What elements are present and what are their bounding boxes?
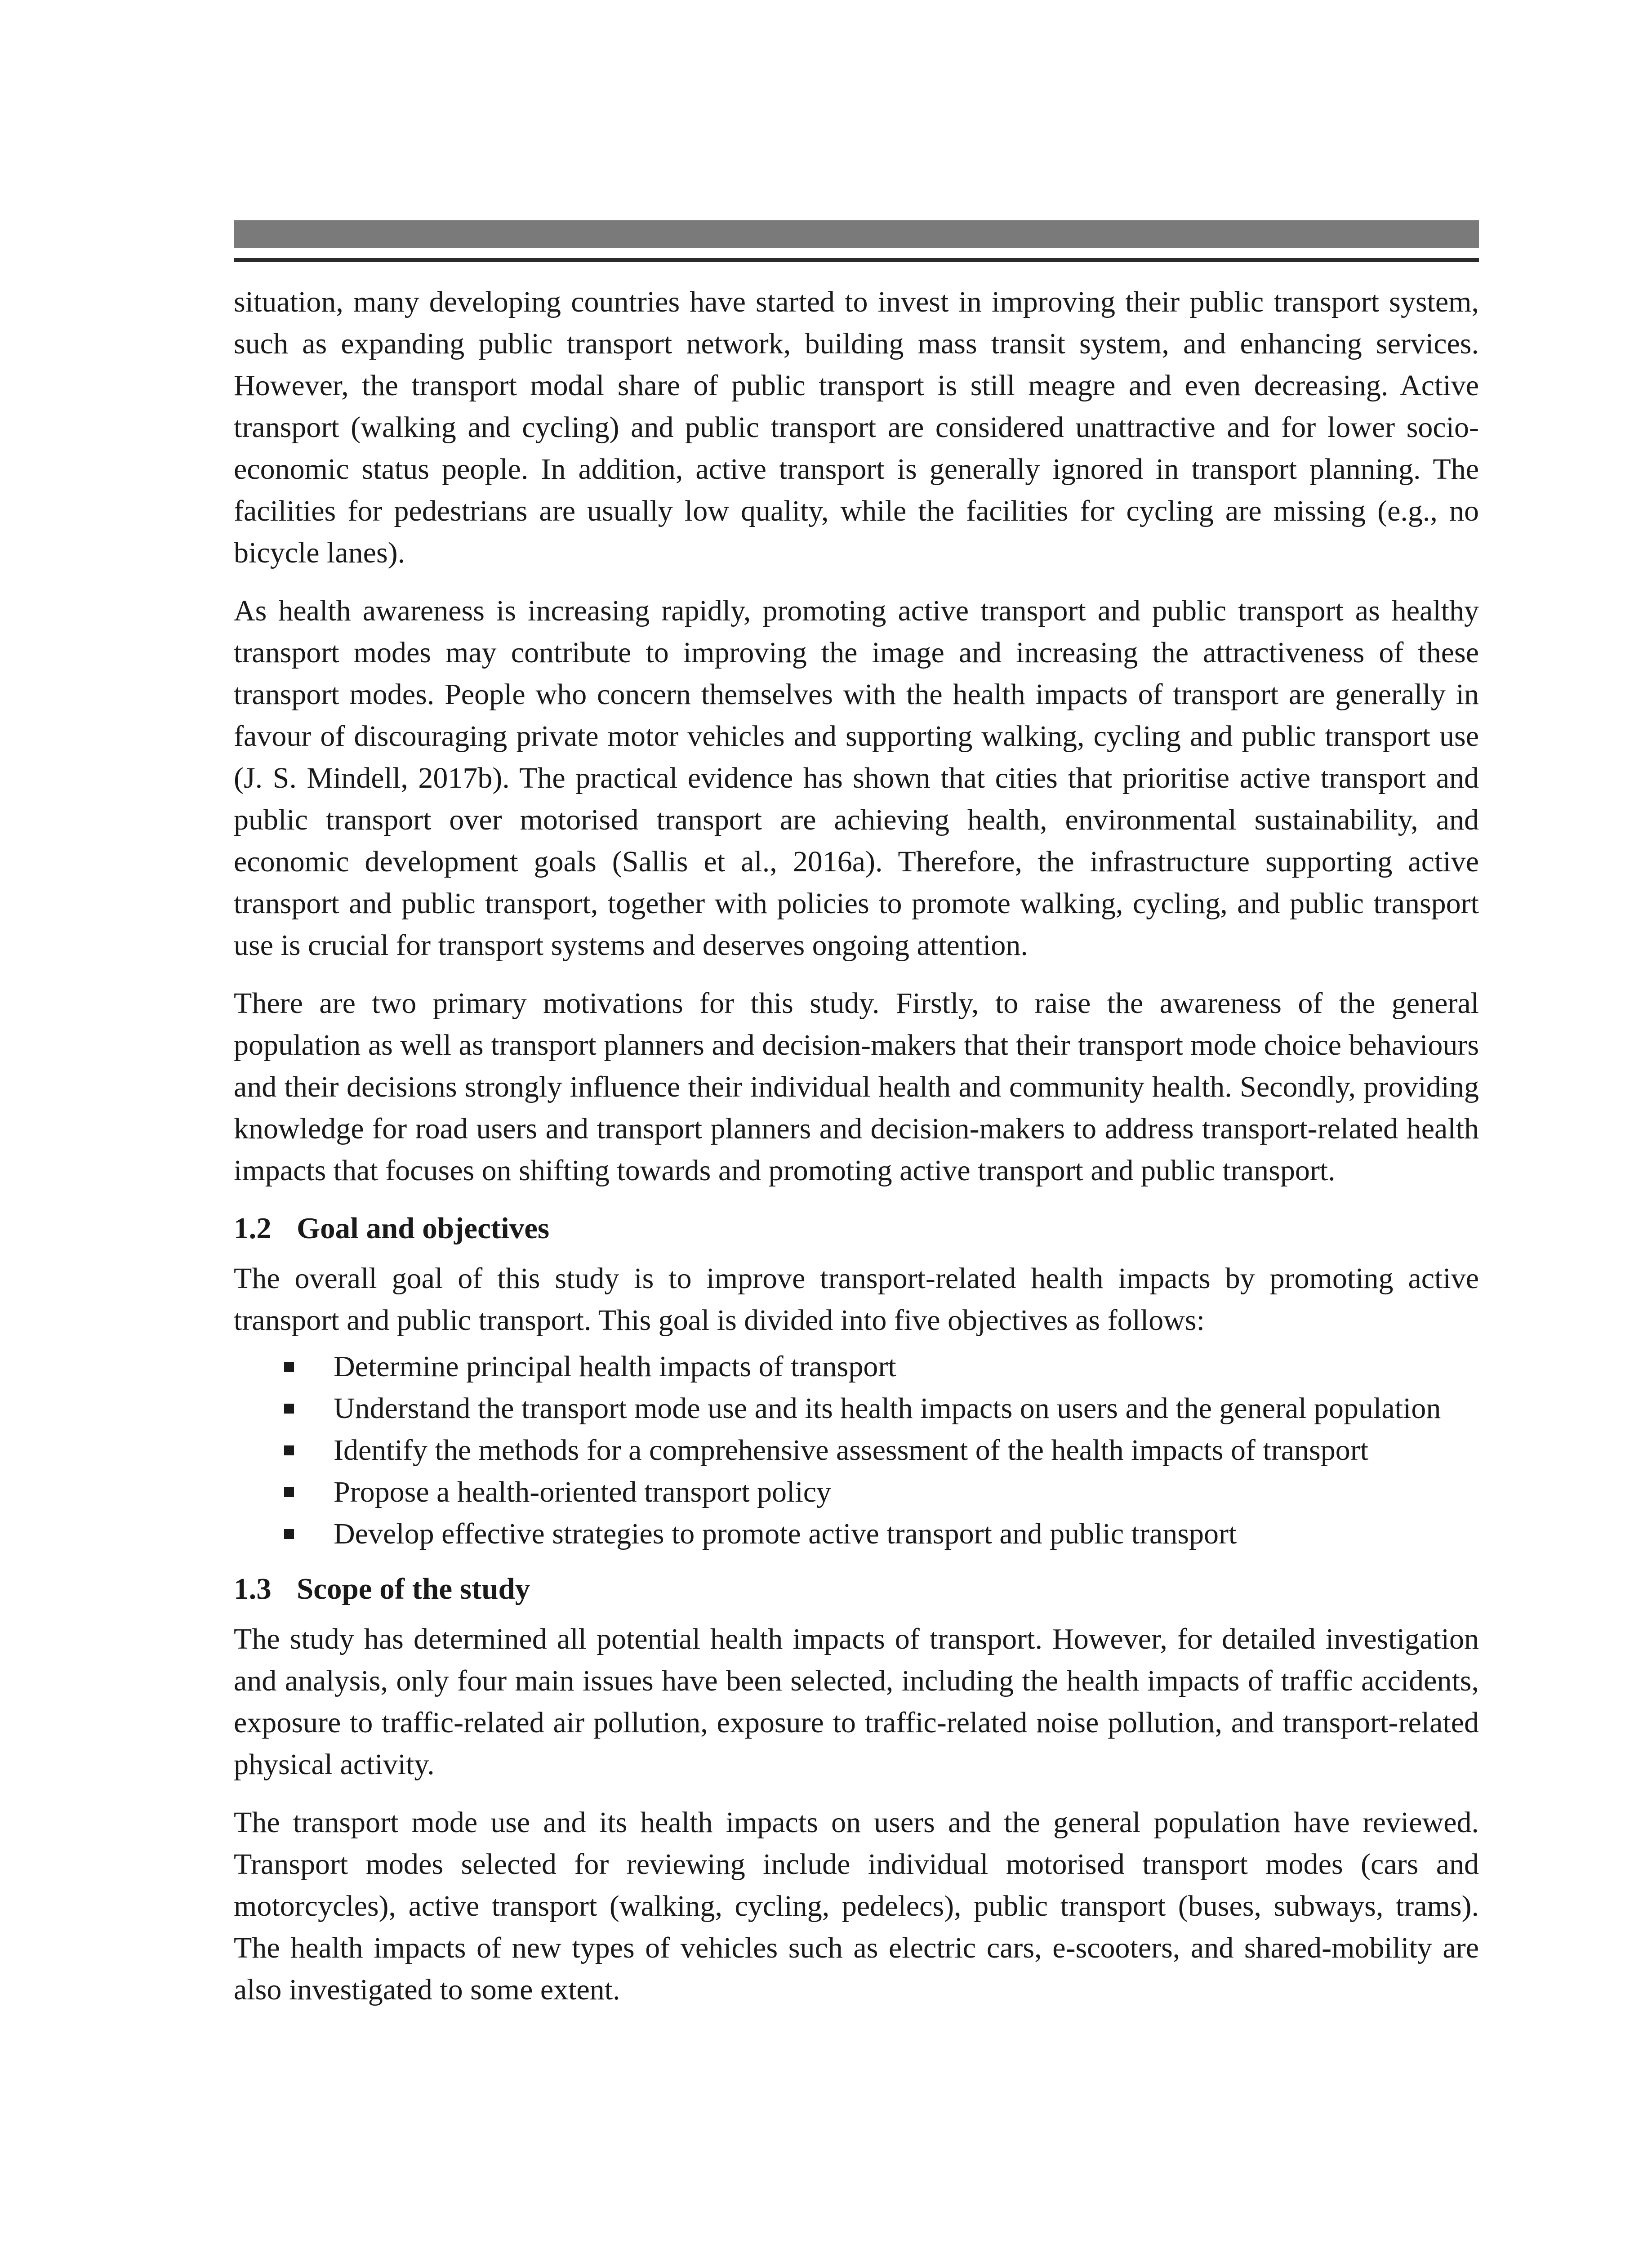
page-content — [234, 281, 1479, 2027]
header-bar — [234, 220, 1479, 248]
paragraph-goal-intro: The overall goal of this study is to improve transport-related health impacts by promoting active transport and public transport. This goal is divided into five objectives as follows: — [234, 1262, 1479, 1337]
square-bullet-icon — [284, 1445, 294, 1455]
list-item — [234, 1387, 1479, 1429]
list-item — [234, 1429, 1479, 1471]
list-item — [234, 1471, 1479, 1513]
section-number: 1.3 — [234, 1572, 272, 1606]
section-title: Scope of the study — [297, 1572, 530, 1606]
objective-text: Identify the methods for a comprehensive assessment of the health impacts of transport — [334, 1434, 1369, 1467]
paragraph-scope-impacts: The study has determined all potential health impacts of transport. However, for detailed investigation and analysis, only four main issues have been selected, including the health impacts of traffic accidents, exposure to traffic-related air pollution, exposure to traffic-related noise pollution, and transport-related physical activity. — [234, 1623, 1479, 1781]
objective-text: Propose a health-oriented transport policy — [334, 1476, 832, 1508]
square-bullet-icon — [284, 1529, 294, 1539]
paragraph-motivations: There are two primary motivations for this study. Firstly, to raise the awareness of the general population as well as transport planners and decision-makers that their transport mode choice behaviours and their decisions strongly influence their individual health and community health. Secondly, providing knowledge for road users and transport planners and decision-makers to address transport-related health impacts that focuses on shifting towards and promoting active transport and public transport. — [234, 987, 1479, 1187]
section-number: 1.2 — [234, 1212, 272, 1245]
list-item — [234, 1346, 1479, 1387]
list-item — [234, 1513, 1479, 1555]
square-bullet-icon — [284, 1362, 294, 1372]
paragraph-situation: situation, many developing countries have started to invest in improving their public transport system, such as expanding public transport network, building mass transit system, and enhancing services. However, the transport modal share of public transport is still meagre and even decreasing. Active transport (walking and cycling) and public transport are considered unattractive and for lower socio-economic status people. In addition, active transport is generally ignored in transport planning. The facilities for pedestrians are usually low quality, while the facilities for cycling are missing (e.g., no bicycle lanes). — [234, 285, 1479, 569]
objective-text: Determine principal health impacts of transport — [334, 1350, 896, 1383]
heading-scope — [234, 1568, 1479, 1610]
header-rule — [234, 258, 1479, 262]
square-bullet-icon — [284, 1404, 294, 1414]
heading-goal-objectives — [234, 1208, 1479, 1249]
objective-text: Develop effective strategies to promote active transport and public transport — [334, 1517, 1237, 1550]
objectives-list — [234, 1346, 1479, 1555]
section-title: Goal and objectives — [297, 1212, 550, 1245]
paragraph-scope-modes: The transport mode use and its health impacts on users and the general population have reviewed. Transport modes selected for reviewing include individual motorised transport modes (cars and motorcycles), active transport (walking, cycling, pedelecs), public transport (buses, subways, trams). The health impacts of new types of vehicles such as electric cars, e-scooters, and shared-mobility are also investigated to some extent. — [234, 1806, 1479, 2006]
square-bullet-icon — [284, 1487, 294, 1497]
objective-text: Understand the transport mode use and its health impacts on users and the general population — [334, 1392, 1441, 1425]
paragraph-health-awareness: As health awareness is increasing rapidly, promoting active transport and public transport as healthy transport modes may contribute to improving the image and increasing the attractiveness of these transport modes. People who concern themselves with the health impacts of transport are generally in favour of discouraging private motor vehicles and supporting walking, cycling and public transport use (J. S. Mindell, 2017b). The practical evidence has shown that cities that prioritise active transport and public transport over motorised transport are achieving health, environmental sustainability, and economic development goals (Sallis et al., 2016a). Therefore, the infrastructure supporting active transport and public transport, together with policies to promote walking, cycling, and public transport use is crucial for transport systems and deserves ongoing attention. — [234, 594, 1479, 962]
